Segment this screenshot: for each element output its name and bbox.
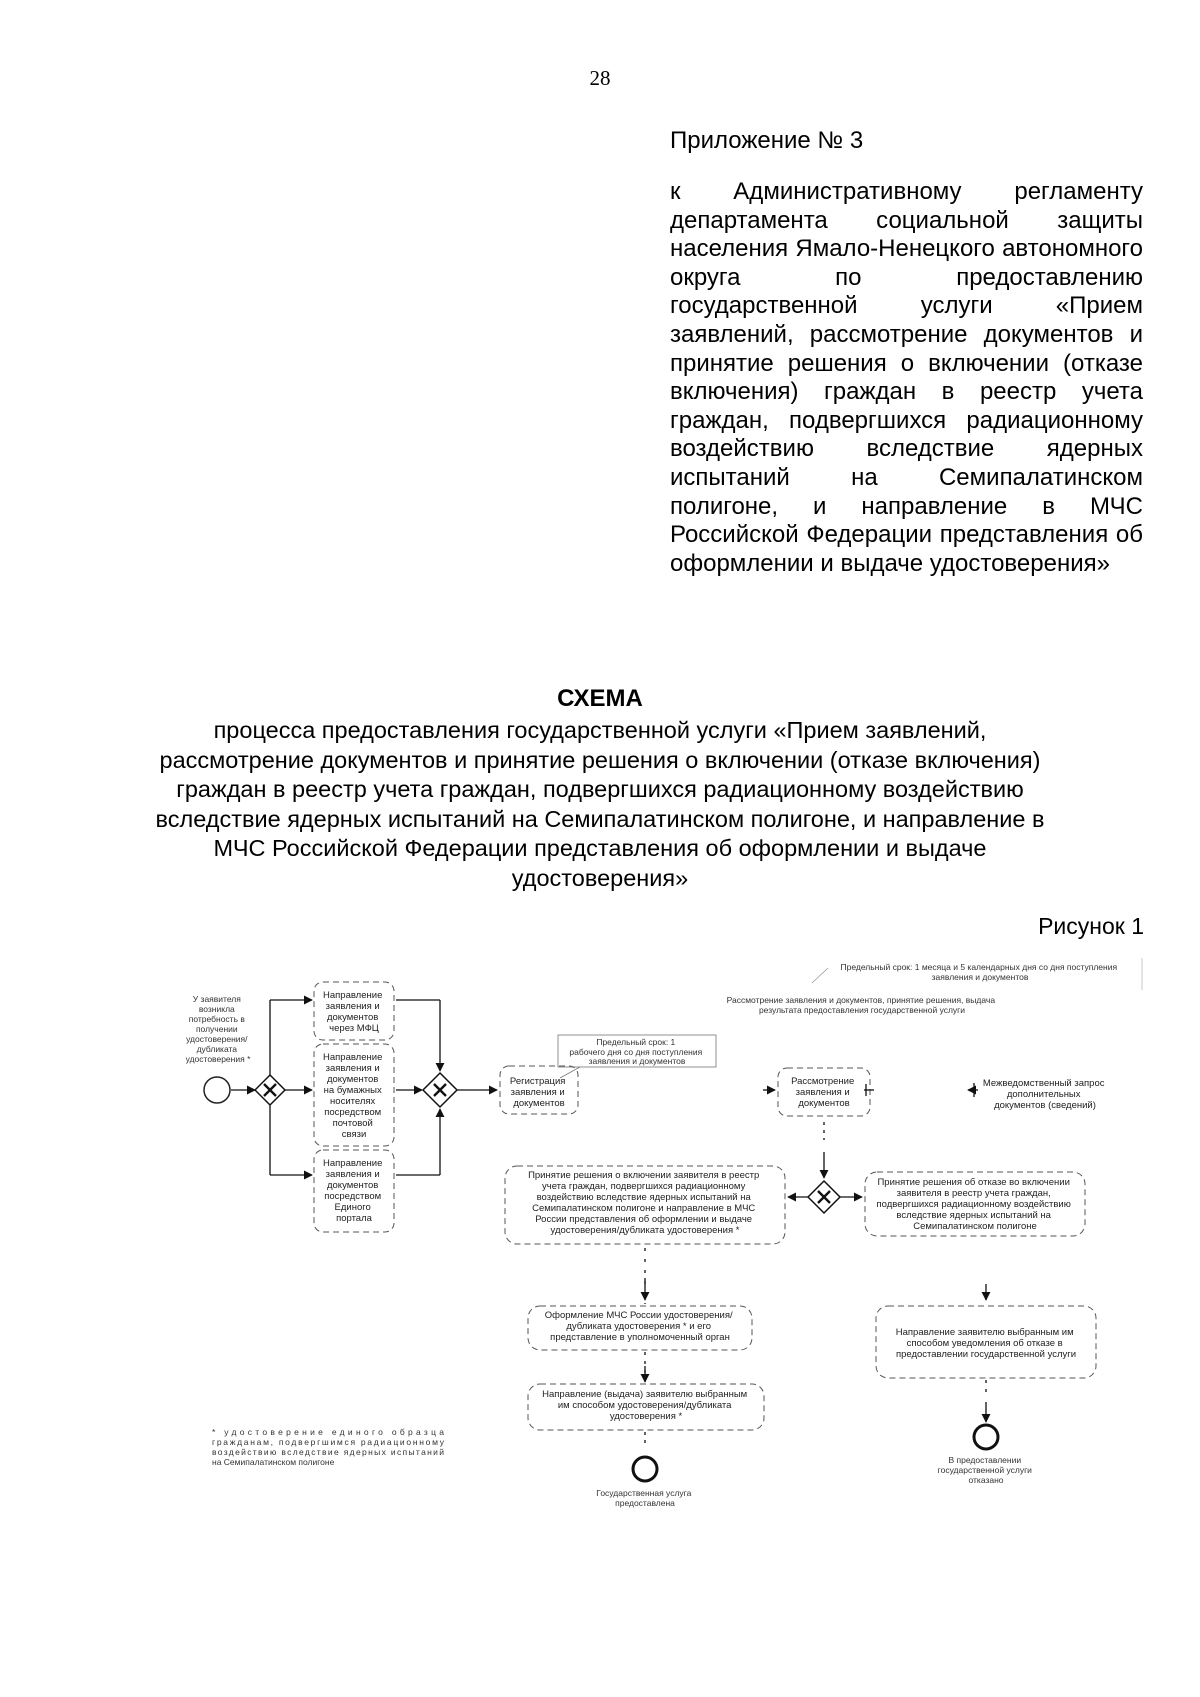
end-refused-icon xyxy=(974,1425,998,1449)
scheme-subtitle: процесса предоставления государственной услуги «Прием заявлений, рассмотрение документов и принятие решения о включении (отказе включения) граждан в реестр учета граждан, подвергшихся радиационному воздействию вследствие ядерных испытаний на Семипалатинском полигоне, и направление в МЧС Российской Федерации представления об оформлении и выдаче удостоверения» xyxy=(155,717,1045,891)
join-gateway-icon xyxy=(423,1073,457,1107)
channel-portal-label: Направление заявления и документов посредством Единого портала xyxy=(323,1158,383,1224)
footnote: * удостоверение единого образца гражданам, подвергшимся радиационному воздействию вследствие ядерных испытаний на Семипалатинском полигоне xyxy=(212,1427,444,1467)
decision-gateway-icon xyxy=(808,1181,840,1213)
review-label: Рассмотрение заявления и документов xyxy=(791,1076,855,1109)
decision-include-label: Принятие решения о включении заявителя в реестр учета граждан, подвергшихся радиационному воздействию вследствие ядерных испытаний на Семипалатинском полигоне и направление в МЧС России представления об оформлении и выдаче удостоверения/дубликата удостоверения * xyxy=(528,1170,760,1236)
registration-label: Регистрация заявления и документов xyxy=(509,1076,566,1109)
decision-refuse-label: Принятие решения об отказе во включении заявителя в реестр учета граждан, подвергшихся радиационному воздействию вследствие ядерных испытаний на Семипалатинском полигоне xyxy=(876,1177,1071,1232)
figure-label: Рисунок 1 xyxy=(1038,913,1144,939)
scheme-title: СХЕМА xyxy=(557,685,643,712)
channel-mfc-label: Направление заявления и документов через МФЦ xyxy=(323,990,383,1034)
start-event-icon xyxy=(204,1077,230,1103)
end-refused-label: В предоставлении государственной услуги отказано xyxy=(937,1455,1032,1485)
appendix-text: к Административному регламенту департамента социальной защиты населения Ямало-Ненецкого автономного округа по предоставлению государственной услуги «Прием заявлений, рассмотрение документов и принятие решения о включении (отказе включения) граждан в реестр учета граждан, подвергшихся радиационному воздействию вследствие ядерных испытаний на Семипалатинском полигоне, и направление в МЧС Российской Федерации представления об оформлении и выдаче удостоверения» xyxy=(670,178,1143,577)
mchs-issue-label: Оформление МЧС России удостоверения/ дубликата удостоверения * и его представление в уполномоченный орган xyxy=(544,1310,733,1343)
end-provided-label: Государственная услуга предоставлена xyxy=(596,1488,692,1508)
term-note: Предельный срок: 1 месяца и 5 календарных дня со дня поступления заявления и документов xyxy=(840,962,1118,982)
end-provided-icon xyxy=(633,1457,657,1481)
start-event-label: У заявителя возникла потребность в получении удостоверения/ дубликата удостоверения * xyxy=(185,994,251,1064)
interagency-label: Межведомственный запрос дополнительных документов (сведений) xyxy=(982,1078,1105,1111)
channel-post-label: Направление заявления и документов на бумажных носителях посредством почтовой связи xyxy=(323,1052,383,1140)
refusal-notice-label: Направление заявителю выбранным им способом уведомления об отказе в предоставлении государственной услуги xyxy=(895,1327,1077,1360)
handover-label: Направление (выдача) заявителю выбранным им способом удостоверения/дубликата удостоверения * xyxy=(542,1389,748,1422)
page-number: 28 xyxy=(589,66,611,90)
registration-note: Предельный срок: 1 рабочего дня со дня поступления заявления и документов xyxy=(569,1037,703,1066)
split-gateway-icon xyxy=(255,1075,285,1105)
appendix-title: Приложение № 3 xyxy=(670,127,864,154)
review-note: Рассмотрение заявления и документов, принятие решения, выдача результата предоставления государственной услуги xyxy=(726,995,996,1015)
